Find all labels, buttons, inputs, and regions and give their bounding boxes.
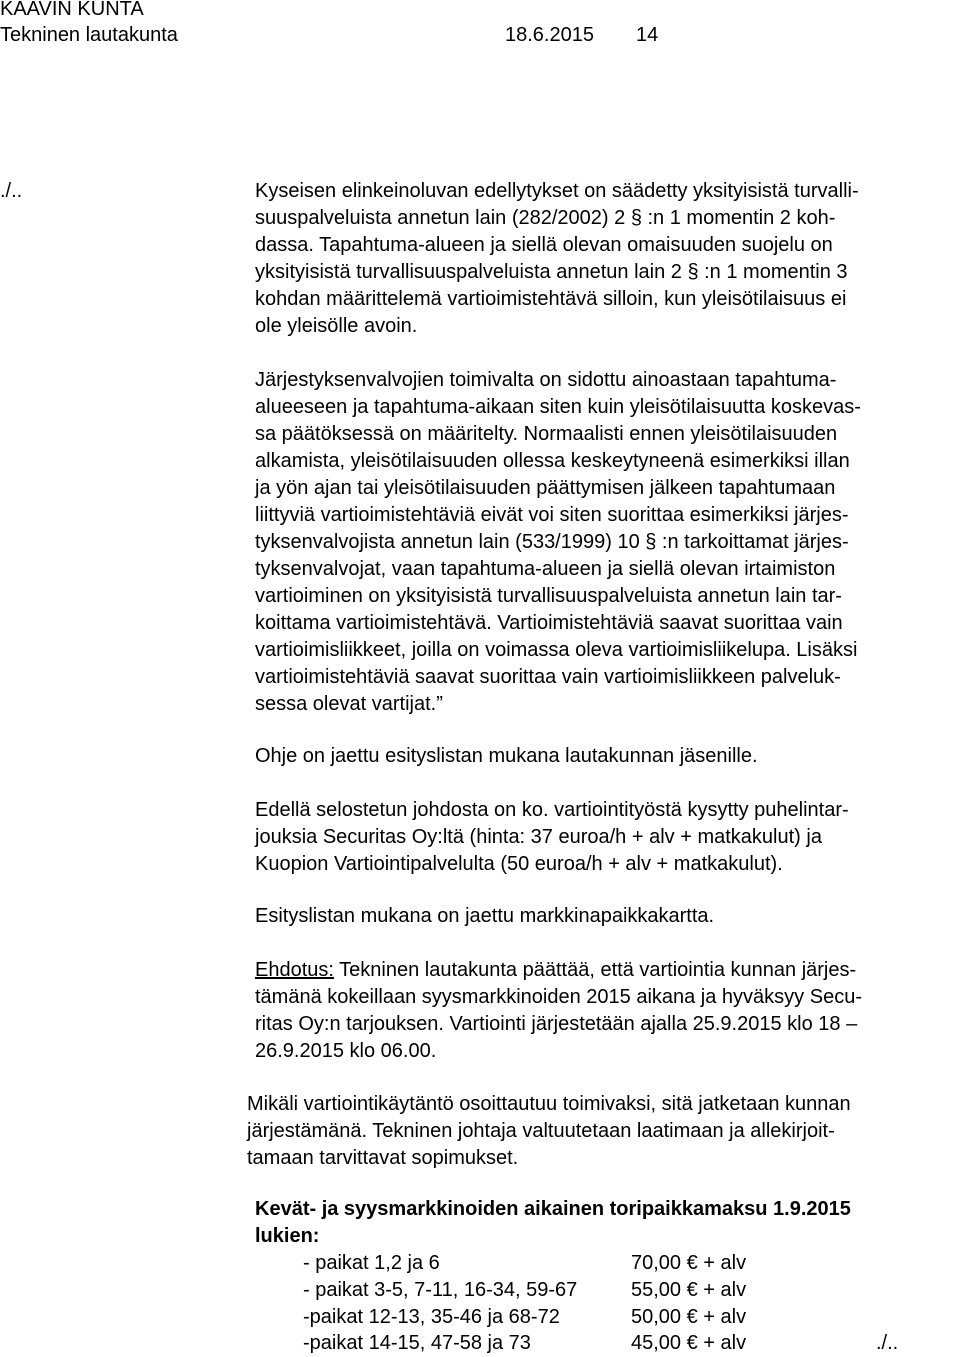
end-continuation-marker: ./.. [876, 1332, 899, 1354]
text-line: ole yleisölle avoin. [255, 315, 418, 337]
text-line: yksityisistä turvallisuuspalveluista annetun lain 2 § :n 1 momentin 3 [255, 261, 848, 283]
page-number: 14 [636, 24, 659, 46]
text-line: tämänä kokeillaan syysmarkkinoiden 2015 aikana ja hyväksyy Secu- [255, 986, 862, 1008]
text-line: koittama vartioimistehtävä. Vartioimistehtäviä saavat suorittaa vain [255, 612, 843, 634]
continuation-marker: ./.. [0, 180, 23, 202]
fee-heading: Kevät- ja syysmarkkinoiden aikainen toripaikkamaksu 1.9.2015 [255, 1198, 851, 1220]
proposal-text: Tekninen lautakunta päättää, että vartiointia kunnan järjes- [333, 959, 857, 981]
text-line: jouksia Securitas Oy:ltä (hinta: 37 euroa/h + alv + matkakulut) ja [255, 826, 822, 848]
fee-row-places: -paikat 12-13, 35-46 ja 68-72 [303, 1306, 560, 1328]
fee-row-price: 45,00 € + alv [631, 1332, 747, 1354]
fee-row-places: -paikat 14-15, 47-58 ja 73 [303, 1332, 531, 1354]
fee-row-places: - paikat 3-5, 7-11, 16-34, 59-67 [303, 1279, 578, 1301]
proposal-label: Ehdotus: [255, 959, 334, 981]
paragraph-ohje: Ohje on jaettu esityslistan mukana lautakunnan jäsenille. [255, 745, 758, 767]
text-line: alkamista, yleisötilaisuuden ollessa keskeytyneenä esimerkiksi illan [255, 450, 850, 472]
text-line: Kuopion Vartiointipalvelulta (50 euroa/h + alv + matkakulut). [255, 853, 783, 875]
text-line: 26.9.2015 klo 06.00. [255, 1040, 437, 1062]
text-line: kohdan määrittelemä vartioimistehtävä silloin, kun yleisötilaisuus ei [255, 288, 847, 310]
text-line: Järjestyksenvalvojien toimivalta on sidottu ainoastaan tapahtuma- [255, 369, 837, 391]
fee-row-price: 70,00 € + alv [631, 1252, 747, 1274]
text-line: tyksenvalvojat, vaan tapahtuma-alueen ja siellä olevan irtaimiston [255, 558, 836, 580]
text-line: vartioiminen on yksityisistä turvallisuuspalveluista annetun lain tar- [255, 585, 842, 607]
text-line: sa päätöksessä on määritelty. Normaalisti ennen yleisötilaisuuden [255, 423, 838, 445]
org-name: KAAVIN KUNTA [0, 0, 144, 20]
text-line: alueeseen ja tapahtuma-aikaan siten kuin yleisötilaisuutta koskevas- [255, 396, 861, 418]
committee-name: Tekninen lautakunta [0, 24, 178, 46]
fee-row-places: - paikat 1,2 ja 6 [303, 1252, 440, 1274]
text-line: Edellä selostetun johdosta on ko. vartiointityöstä kysytty puhelintar- [255, 799, 849, 821]
text-line: Mikäli vartiointikäytäntö osoittautuu toimivaksi, sitä jatketaan kunnan [247, 1093, 851, 1115]
text-line: suuspalveluista annetun lain (282/2002) 2 § :n 1 momentin 2 koh- [255, 207, 836, 229]
fee-heading-continued: lukien: [255, 1225, 320, 1247]
text-line: tamaan tarvittavat sopimukset. [247, 1147, 519, 1169]
text-line: ja yön ajan tai yleisötilaisuuden päättymisen jälkeen tapahtumaan [255, 477, 836, 499]
fee-row-price: 50,00 € + alv [631, 1306, 747, 1328]
text-line: liittyviä vartioimistehtäviä eivät voi siten suorittaa esimerkiksi järjes- [255, 504, 849, 526]
fee-row-price: 55,00 € + alv [631, 1279, 747, 1301]
text-line: Kyseisen elinkeinoluvan edellytykset on säädetty yksityisistä turvalli- [255, 180, 859, 202]
text-line [255, 959, 856, 981]
text-line: vartioimisliikkeet, joilla on voimassa oleva vartioimisliikelupa. Lisäksi [255, 639, 858, 661]
text-line: sessa olevat vartijat.” [255, 693, 443, 715]
text-line: ritas Oy:n tarjouksen. Vartiointi järjestetään ajalla 25.9.2015 klo 18 – [255, 1013, 858, 1035]
paragraph-markkinapaikkakartta: Esityslistan mukana on jaettu markkinapaikkakartta. [255, 905, 715, 927]
text-line: tyksenvalvojista annetun lain (533/1999) 10 § :n tarkoittamat järjes- [255, 531, 849, 553]
text-line: järjestämänä. Tekninen johtaja valtuutetaan laatimaan ja allekirjoit- [247, 1120, 835, 1142]
text-line: vartioimistehtäviä saavat suorittaa vain vartioimisliikkeen palveluk- [255, 666, 841, 688]
text-line: dassa. Tapahtuma-alueen ja siellä olevan omaisuuden suojelu on [255, 234, 833, 256]
meeting-date: 18.6.2015 [505, 24, 594, 46]
